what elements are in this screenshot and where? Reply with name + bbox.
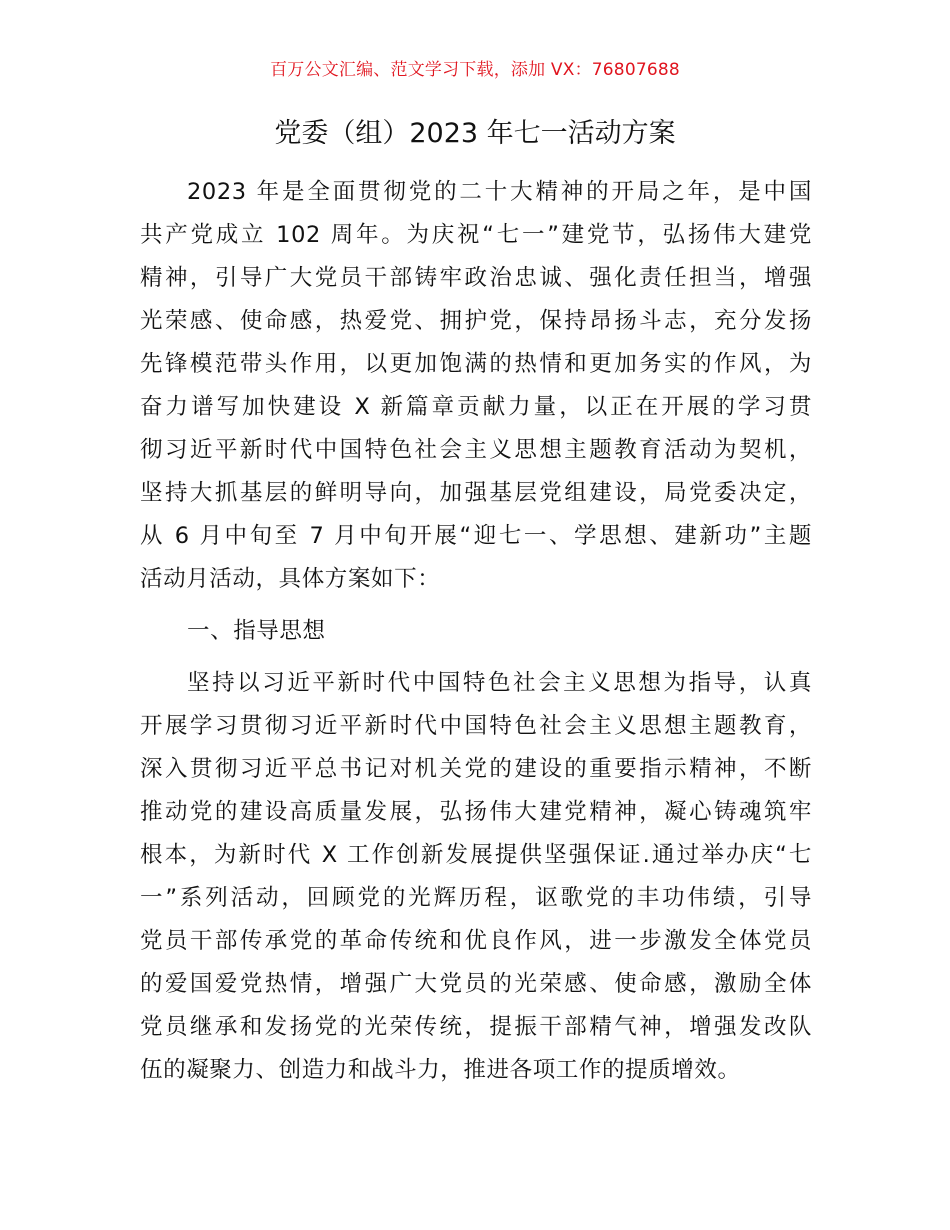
paragraph-line: 坚持以习近平新时代中国特色社会主义思想为指导，认真	[187, 670, 812, 696]
paragraph-line: 2023 年是全面贯彻党的二十大精神的开局之年，是中国	[187, 179, 812, 205]
paragraph-line: 的爱国爱党热情，增强广大党员的光荣感、使命感，激励全体	[140, 971, 812, 997]
paragraph-line: 光荣感、使命感，热爱党、拥护党，保持昂扬斗志，充分发扬	[140, 308, 812, 334]
paragraph-spacer	[140, 653, 812, 662]
paragraph-line: 伍的凝聚力、创造力和战斗力，推进各项工作的提质增效。	[140, 1057, 741, 1083]
paragraph-line: 坚持大抓基层的鲜明导向，加强基层党组建设，局党委决定，	[140, 480, 812, 506]
guiding-thought-paragraph	[140, 662, 812, 1092]
paragraph-line: 从 6 月中旬至 7 月中旬开展“迎七一、学思想、建新功”主题	[140, 523, 812, 549]
paragraph-line: 精神，引导广大党员干部铸牢政治忠诚、强化责任担当，增强	[140, 265, 812, 291]
page-title: 党委（组）2023 年七一活动方案	[274, 118, 676, 149]
paragraph-line: 奋力谱写加快建设 X 新篇章贡献力量，以正在开展的学习贯	[140, 394, 812, 420]
paragraph-line: 一”系列活动，回顾党的光辉历程，讴歌党的丰功伟绩，引导	[140, 885, 812, 911]
paragraph-line: 彻习近平新时代中国特色社会主义思想主题教育活动为契机，	[140, 437, 812, 463]
paragraph-line: 先锋模范带头作用，以更加饱满的热情和更加务实的作风，为	[140, 351, 812, 377]
section-heading: 一、指导思想	[187, 618, 326, 644]
paragraph-line: 党员干部传承党的革命传统和优良作风，进一步激发全体党员	[140, 928, 812, 954]
paragraph-line: 深入贯彻习近平总书记对机关党的建设的重要指示精神，不断	[140, 756, 812, 782]
paragraph-line: 党员继承和发扬党的光荣传统，提振干部精气神，增强发改队	[140, 1014, 812, 1040]
paragraph-line: 活动月活动，具体方案如下：	[140, 566, 441, 592]
paragraph-line: 共产党成立 102 周年。为庆祝“七一”建党节，弘扬伟大建党	[140, 222, 812, 248]
paragraph-line: 根本，为新时代 X 工作创新发展提供坚强保证.通过举办庆“七	[140, 842, 812, 868]
paragraph-line: 开展学习贯彻习近平新时代中国特色社会主义思想主题教育，	[140, 713, 812, 739]
intro-paragraph	[140, 171, 812, 601]
paragraph-line: 推动党的建设高质量发展，弘扬伟大建党精神，凝心铸魂筑牢	[140, 799, 812, 825]
document-body	[140, 171, 812, 1092]
download-notice: 百万公文汇编、范文学习下载，添加 VX：76807688	[270, 60, 680, 80]
